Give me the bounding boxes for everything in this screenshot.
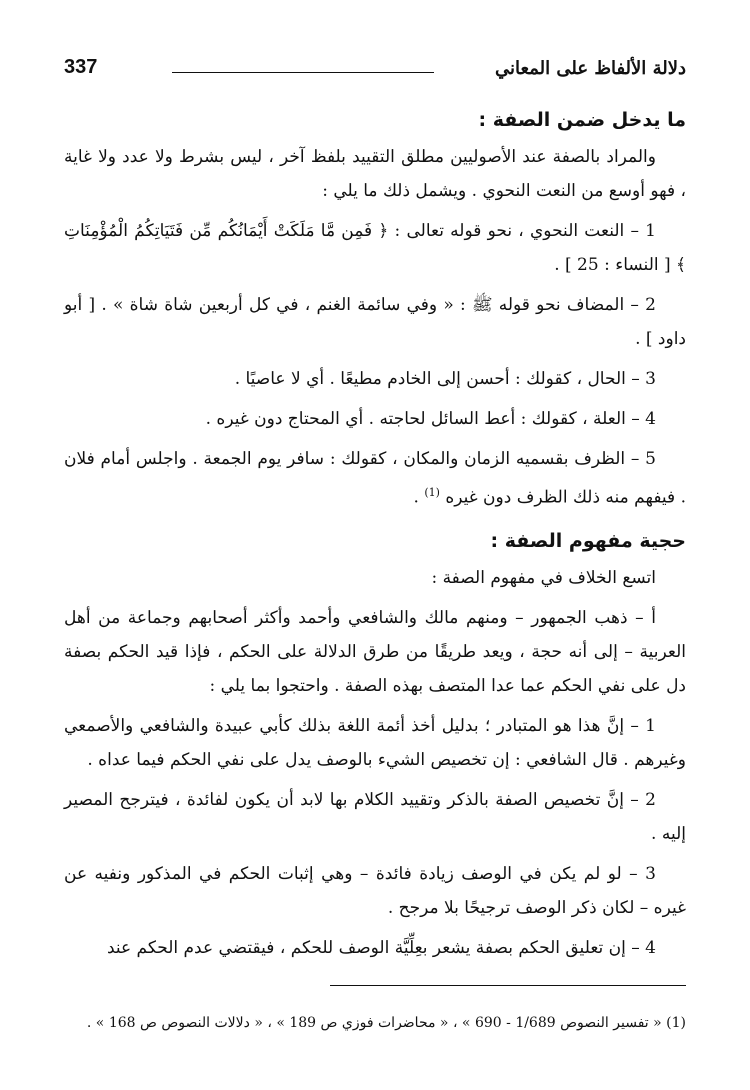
page-number: 337 [64,56,98,78]
section-heading-attribute-scope: ما يدخل ضمن الصفة : [478,109,686,131]
list-item: 1 – النعت النحوي ، نحو قوله تعالى : ﴿ فَمِن مَّا مَلَكَتْ أَيْمَانُكُم مِّن فَتَيَاتِكُمُ الْمُؤْمِنَاتِ ﴾ [ النساء : 25 ] . [64,221,686,275]
list-item: 4 – إن تعليق الحكم بصفة يشعر بعِلِّيَّة الوصف للحكم ، فيقتضي عدم الحكم عند [106,937,656,958]
page-header [64,58,686,88]
running-title: دلالة الألفاظ على المعاني [495,58,686,79]
list-item-text: 5 – الظرف بقسميه الزمان والمكان ، كقولك : سافر يوم الجمعة . واجلس أمام فلان . فيفهم منه ذلك الظرف دون غيره [64,449,686,508]
list-item: 3 – لو لم يكن في الوصف زيادة فائدة – وهي إثبات الحكم في المذكور ونفيه عن غيره – لكان ذكر الوصف ترجيحًا بلا مرجح . [64,863,686,918]
header-rule [172,72,434,73]
section1-intro: والمراد بالصفة عند الأصوليين مطلق التقييد بلفظ آخر ، ليس بشرط ولا عدد ولا غاية ، فهو أوسع من النعت النحوي . ويشمل ذلك ما يلي : [64,147,686,201]
list-item: 4 – العلة ، كقولك : أعط السائل لحاجته . أي المحتاج دون غيره . [205,409,656,429]
footnote: (1) « تفسير النصوص 1/689 - 690 » ، « محاضرات فوزي ص 189 » ، « دلالات النصوص ص 168 » . [86,1015,686,1031]
footnote-rule [330,985,686,986]
section-heading-attribute-authority: حجية مفهوم الصفة : [490,529,686,552]
list-item: 3 – الحال ، كقولك : أحسن إلى الخادم مطيعًا . أي لا عاصيًا . [234,369,656,389]
section2-intro: اتسع الخلاف في مفهوم الصفة : [431,567,656,588]
list-item-end: . [413,487,425,508]
footnote-reference[interactable]: (1) [424,486,440,499]
page-content [64,100,686,971]
list-item: 1 – إنَّ هذا هو المتبادر ؛ بدليل أخذ أئمة اللغة بذلك كأبي عبيدة والشافعي والأصمعي وغيرهم . قال الشافعي : إن تخصيص الشيء بالوصف يدل على نفي الحكم فيما عداه . [64,715,686,770]
list-item: 2 – المضاف نحو قوله ﷺ : « وفي سائمة الغنم ، في كل أربعين شاة شاة » . [ أبو داود ] . [64,295,686,349]
list-item: 2 – إنَّ تخصيص الصفة بالذكر وتقييد الكلام بها لابد أن يكون لفائدة ، فيترجح المصير إليه . [64,789,686,844]
section2-paragraph-a: أ – ذهب الجمهور – ومنهم مالك والشافعي وأحمد وأكثر أصحابهم وجماعة من أهل العربية – إلى أنه حجة ، ويعد طريقًا من طرق الدلالة على الحكم ، فإذا قيد الحكم بصفة دل على نفي الحكم عما عدا المتصف بهذه الصفة . واحتجوا بما يلي : [64,607,686,696]
list-item [64,442,686,515]
